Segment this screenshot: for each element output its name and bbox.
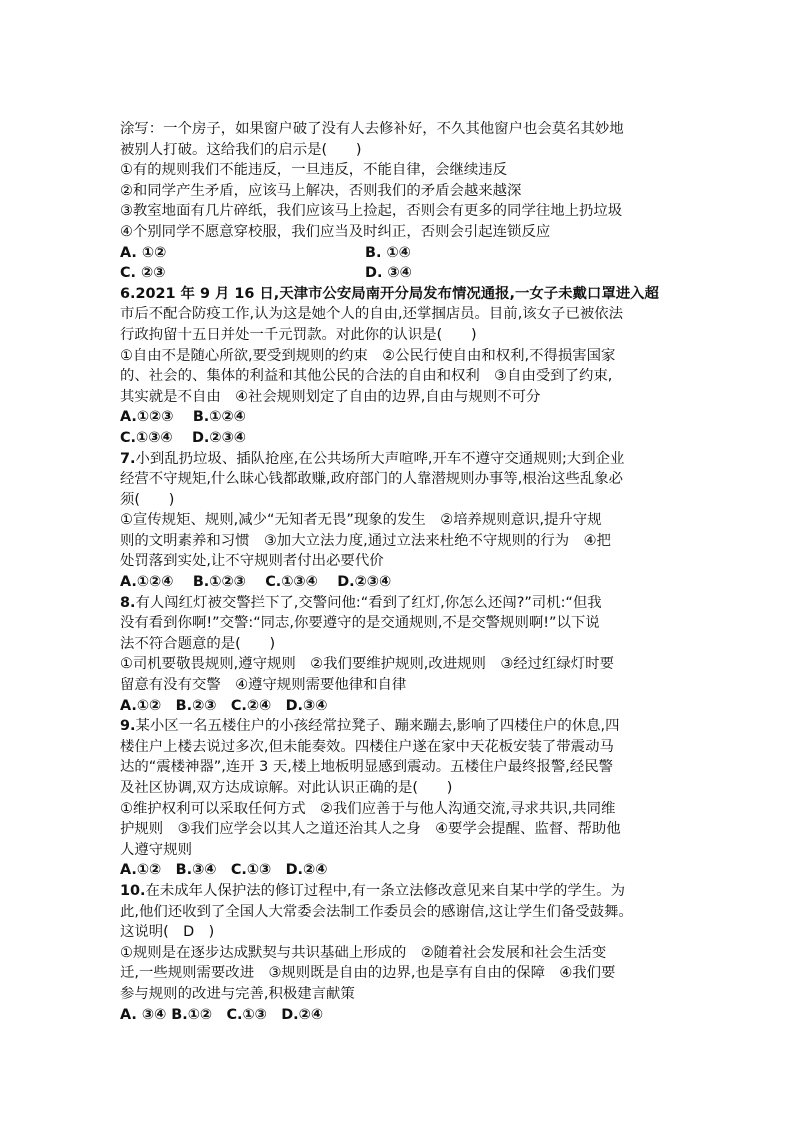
q6-text: 2021 年 9 月 16 日,天津市公安局南开分局发布情况通报,一女子未戴口罩进入超 bbox=[135, 285, 659, 302]
q9-line: 护规则 ③我们应学会以其人之道还治其人之身 ④要学会提醒、监督、帮助他 bbox=[120, 821, 621, 838]
question-9 bbox=[120, 716, 680, 881]
q9-stem-line bbox=[120, 716, 680, 737]
q8-line: ①司机要敬畏规则,遵守规则 ②我们要维护规则,改进规则 ③经过红绿灯时要 bbox=[120, 656, 614, 673]
q5-line: 涂写：一个房子，如果窗户破了没有人去修补好，不久其他窗户也会莫名其妙地 bbox=[120, 121, 624, 137]
q7-line: 则的文明素养和习惯 ③加大立法力度,通过立法来杜绝不守规则的行为 ④把 bbox=[120, 532, 611, 549]
q7-line: 须( ) bbox=[120, 491, 175, 508]
q7-text: 小到乱扔垃圾、插队抢座,在公共场所大声喧哗,开车不遵守交通规则;大到企业 bbox=[135, 450, 625, 467]
q5-option-b: B. ①④ bbox=[365, 244, 411, 261]
q10-number: 10. bbox=[120, 882, 146, 899]
q9-line: 人遵守规则 bbox=[120, 841, 192, 858]
q8-line: 留意有没有交警 ④遵守规则需要他律和自律 bbox=[120, 677, 407, 694]
question-list bbox=[120, 119, 680, 1025]
q9-line: ①维护权利可以采取任何方式 ②我们应善于与他人沟通交流,寻求共识,共同维 bbox=[120, 800, 616, 817]
question-6 bbox=[120, 284, 680, 449]
q6-options: C.①③④ D.②③④ bbox=[120, 429, 246, 446]
q7-stem-line bbox=[120, 449, 680, 470]
question-5 bbox=[120, 119, 680, 284]
q6-line: 其实就是不自由 ④社会规则划定了自由的边界,自由与规则不可分 bbox=[120, 388, 541, 405]
q5-options-row-2 bbox=[120, 263, 680, 284]
q10-line: ①规则是在逐步达成默契与共识基础上形成的 ②随着社会发展和社会生活变 bbox=[120, 944, 607, 961]
q8-line: 法不符合题意的是( ) bbox=[120, 635, 276, 652]
q10-line: 参与规则的改进与完善,积极建言献策 bbox=[120, 985, 355, 1002]
q9-text: 某小区一名五楼住户的小孩经常拉凳子、蹦来蹦去,影响了四楼住户的休息,四 bbox=[135, 718, 620, 735]
q7-number: 7. bbox=[120, 450, 136, 467]
q5-line: ②和同学产生矛盾，应该马上解决，否则我们的矛盾会越来越深 bbox=[120, 182, 522, 199]
q5-line: 被别人打破。这给我们的启示是( ) bbox=[120, 141, 362, 158]
q8-line: 没有看到你啊!”交警:“同志,你要遵守的是交通规则,不是交警规则啊!”以下说 bbox=[120, 615, 600, 632]
q7-line: 经营不守规矩,什么昧心钱都敢赚,政府部门的人靠潜规则办事等,根治这些乱象必 bbox=[120, 471, 624, 488]
q5-line: ④个别同学不愿意穿校服，我们应当及时纠正，否则会引起连锁反应 bbox=[120, 223, 551, 240]
q5-line: ③教室地面有几片碎纸，我们应该马上捡起，否则会有更多的同学往地上扔垃圾 bbox=[120, 203, 623, 220]
q9-line: 达的“震楼神器”,连开 3 天,楼上地板明显感到震动。五楼住户最终报警,经民警 bbox=[120, 759, 614, 776]
q6-options: A.①②③ B.①②④ bbox=[120, 409, 246, 426]
q10-line: 这说明( D ) bbox=[120, 924, 215, 941]
question-8 bbox=[120, 593, 680, 717]
q5-options-row-1 bbox=[120, 243, 680, 264]
q6-line: 市后不配合防疫工作,认为这是她个人的自由,还掌掴店员。目前,该女子已被依法 bbox=[120, 306, 624, 323]
q10-line: 迁,一些规则需要改进 ③规则既是自由的边界,也是享有自由的保障 ④我们要 bbox=[120, 965, 616, 982]
q10-line: 此,他们还收到了全国人大常委会法制工作委员会的感谢信,这让学生们备受鼓舞。 bbox=[120, 903, 633, 920]
q10-text: 在未成年人保护法的修订过程中,有一条立法修改意见来自某中学的学生。为 bbox=[145, 882, 625, 899]
q6-line: 行政拘留十五日并处一千元罚款。对此你的认识是( ) bbox=[120, 326, 477, 343]
q5-option-a: A. ①② bbox=[120, 244, 167, 261]
q8-stem-line bbox=[120, 593, 680, 614]
question-10 bbox=[120, 881, 680, 1025]
question-7 bbox=[120, 449, 680, 593]
q7-line: ①宣传规矩、规则,减少“无知者无畏”现象的发生 ②培养规则意识,提升守规 bbox=[120, 512, 602, 529]
q6-line: ①自由不是随心所欲,要受到规则的约束 ②公民行使自由和权利,不得损害国家 bbox=[120, 347, 616, 364]
q8-text: 有人闯红灯被交警拦下了,交警问他:“看到了红灯,你怎么还闯?”司机:“但我 bbox=[135, 594, 602, 611]
q5-option-c: C. ②③ bbox=[120, 265, 166, 282]
q9-number: 9. bbox=[120, 718, 136, 735]
q6-stem-line bbox=[120, 284, 680, 305]
q6-number: 6. bbox=[120, 285, 136, 302]
q9-options: A.①② B.③④ C.①③ D.②④ bbox=[120, 862, 328, 879]
q10-options: A. ③④ B.①② C.①③ D.②④ bbox=[120, 1006, 324, 1023]
q5-option-d: D. ③④ bbox=[365, 265, 412, 282]
q5-line: ①有的规则我们不能违反，一旦违反，不能自律，会继续违反 bbox=[120, 162, 508, 179]
q8-number: 8. bbox=[120, 594, 136, 611]
q6-line: 的、社会的、集体的利益和其他公民的合法的自由和权利 ③自由受到了约束, bbox=[120, 368, 613, 385]
q10-stem-line bbox=[120, 881, 680, 902]
q7-options: A.①②④ B.①②③ C.①③④ D.②③④ bbox=[120, 574, 392, 591]
q9-line: 楼住户上楼去说过多次,但未能奏效。四楼住户遂在家中天花板安装了带震动马 bbox=[120, 738, 614, 755]
q7-line: 处罚落到实处,让不守规则者付出必要代价 bbox=[120, 553, 384, 570]
q8-options: A.①② B.②③ C.②④ D.③④ bbox=[120, 697, 328, 714]
q9-line: 及社区协调,双方达成谅解。对此认识正确的是( ) bbox=[120, 780, 453, 796]
